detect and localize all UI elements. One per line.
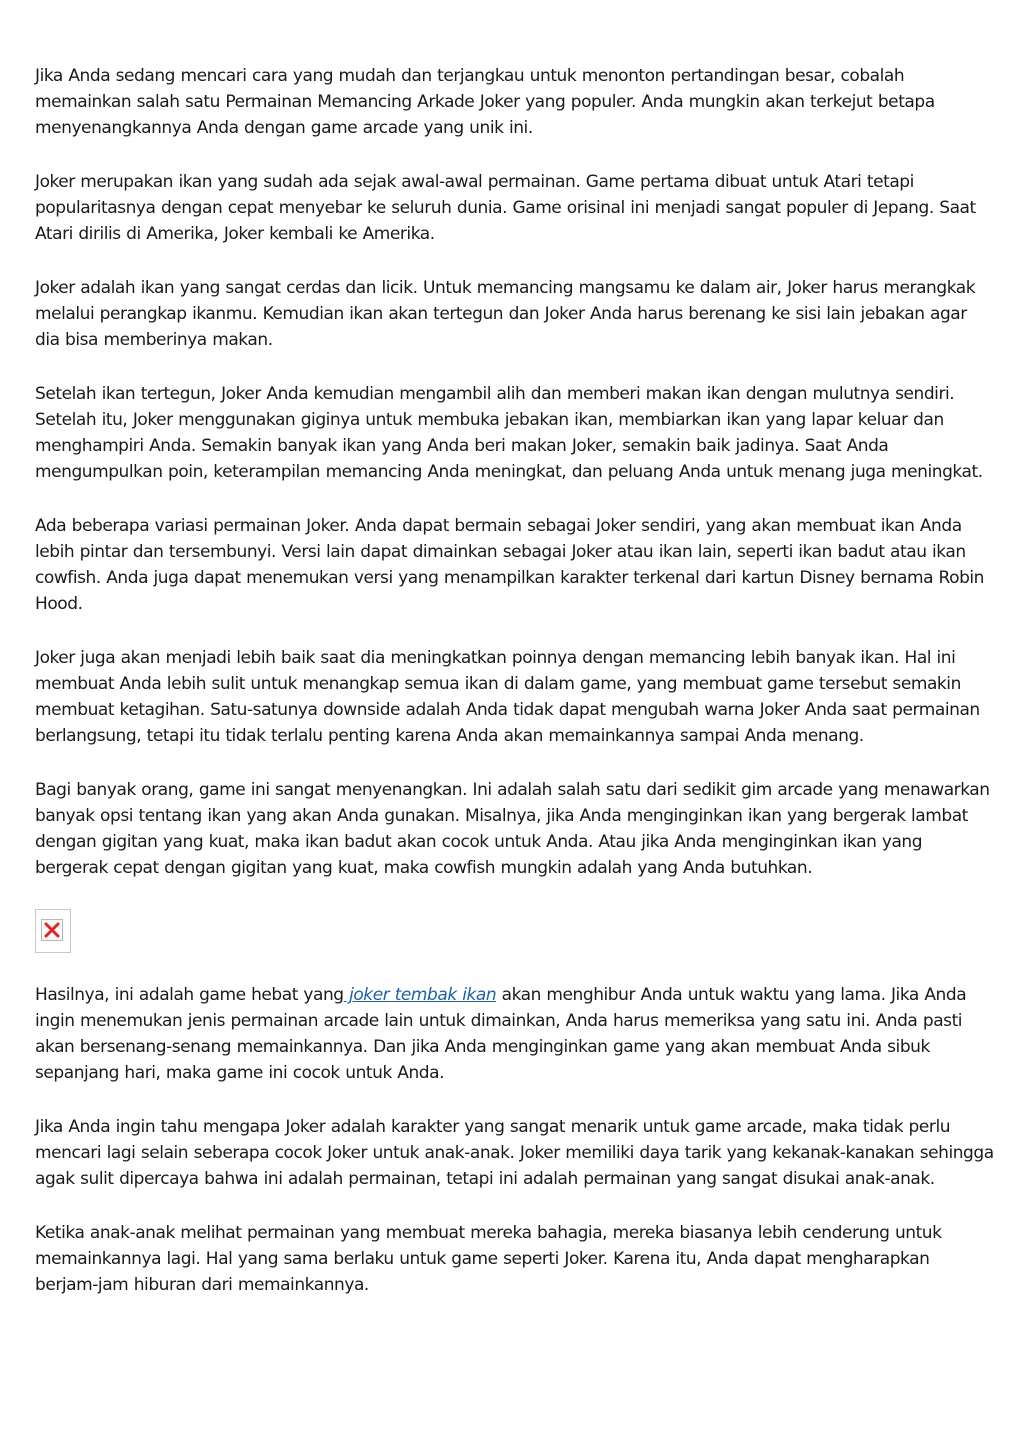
paragraph-6: Joker juga akan menjadi lebih baik saat dia meningkatkan poinnya dengan memancing lebih banyak ikan. Hal ini membuat Anda lebih sulit untuk menangkap semua ikan di dalam game, yang membuat game tersebut semakin membuat ketagihan. Satu-satunya downside adalah Anda tidak dapat mengubah warna Joker Anda saat permainan berlangsung, tetapi itu tidak terlalu penting karena Anda akan memainkannya sampai Anda menang. bbox=[35, 648, 980, 746]
paragraph-3: Joker adalah ikan yang sangat cerdas dan licik. Untuk memancing mangsamu ke dalam air, Joker harus merangkak melalui perangkap ikanmu. Kemudian ikan akan tertegun dan Joker Anda harus berenang ke sisi lain jebakan agar dia bisa memberinya makan. bbox=[35, 278, 976, 350]
paragraph-8 bbox=[35, 982, 995, 1086]
broken-image-icon bbox=[35, 909, 71, 953]
paragraph-4: Setelah ikan tertegun, Joker Anda kemudian mengambil alih dan memberi makan ikan dengan mulutnya sendiri. Setelah itu, Joker menggunakan giginya untuk membuka jebakan ikan, membiarkan ikan yang lapar keluar dan menghampiri Anda. Semakin banyak ikan yang Anda beri makan Joker, semakin baik jadinya. Saat Anda mengumpulkan poin, keterampilan memancing Anda meningkat, dan peluang Anda untuk menang juga meningkat. bbox=[35, 384, 983, 482]
paragraph-7: Bagi banyak orang, game ini sangat menyenangkan. Ini adalah salah satu dari sedikit gim arcade yang menawarkan banyak opsi tentang ikan yang akan Anda gunakan. Misalnya, jika Anda menginginkan ikan yang bergerak lambat dengan gigitan yang kuat, maka ikan badut akan cocok untuk Anda. Atau jika Anda menginginkan ikan yang bergerak cepat dengan gigitan yang kuat, maka cowfish mungkin adalah yang Anda butuhkan. bbox=[35, 780, 990, 878]
paragraph-8-text-after: akan menghibur Anda untuk waktu yang lama. Jika Anda ingin menemukan jenis permainan arcade lain untuk dimainkan, Anda harus memeriksa yang satu ini. Anda pasti akan bersenang-senang memainkannya. Dan jika Anda menginginkan game yang akan membuat Anda sibuk sepanjang hari, maka game ini cocok untuk Anda. bbox=[35, 985, 967, 1083]
joker-tembak-ikan-link[interactable]: joker tembak ikan bbox=[343, 985, 497, 1005]
paragraph-9: Jika Anda ingin tahu mengapa Joker adalah karakter yang sangat menarik untuk game arcade, maka tidak perlu mencari lagi selain seberapa cocok Joker untuk anak-anak. Joker memiliki daya tarik yang kekanak-kanakan sehingga agak sulit dipercaya bahwa ini adalah permainan, tetapi ini adalah permainan yang sangat disukai anak-anak. bbox=[35, 1117, 994, 1189]
article-body bbox=[35, 63, 995, 1298]
paragraph-5: Ada beberapa variasi permainan Joker. Anda dapat bermain sebagai Joker sendiri, yang akan membuat ikan Anda lebih pintar dan tersembunyi. Versi lain dapat dimainkan sebagai Joker atau ikan lain, seperti ikan badut atau ikan cowfish. Anda juga dapat menemukan versi yang menampilkan karakter terkenal dari kartun Disney bernama Robin Hood. bbox=[35, 516, 985, 614]
broken-image-frame bbox=[41, 919, 63, 941]
paragraph-8-text-before: Hasilnya, ini adalah game hebat yang bbox=[35, 985, 344, 1005]
close-x-icon bbox=[44, 922, 60, 938]
paragraph-1: Jika Anda sedang mencari cara yang mudah dan terjangkau untuk menonton pertandingan besar, cobalah memainkan salah satu Permainan Memancing Arkade Joker yang populer. Anda mungkin akan terkejut betapa menyenangkannya Anda dengan game arcade yang unik ini. bbox=[35, 66, 935, 138]
paragraph-10: Ketika anak-anak melihat permainan yang membuat mereka bahagia, mereka biasanya lebih cenderung untuk memainkannya lagi. Hal yang sama berlaku untuk game seperti Joker. Karena itu, Anda dapat mengharapkan berjam-jam hiburan dari memainkannya. bbox=[35, 1223, 942, 1295]
paragraph-2: Joker merupakan ikan yang sudah ada sejak awal-awal permainan. Game pertama dibuat untuk Atari tetapi popularitasnya dengan cepat menyebar ke seluruh dunia. Game orisinal ini menjadi sangat populer di Jepang. Saat Atari dirilis di Amerika, Joker kembali ke Amerika. bbox=[35, 172, 976, 244]
